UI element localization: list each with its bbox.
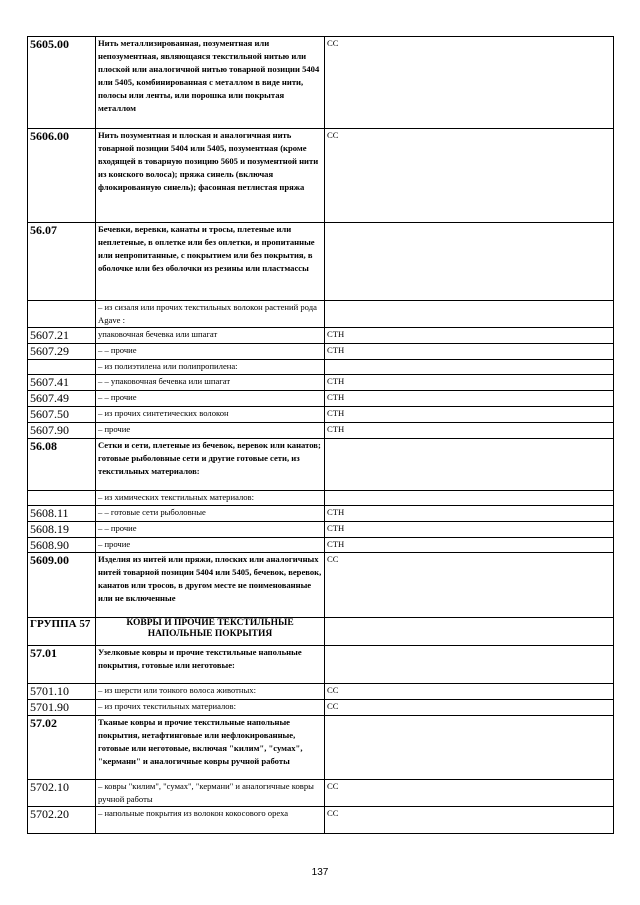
tn-code-cell: 5607.50 [28,407,96,423]
tn-code-cell: 5607.90 [28,423,96,439]
table-row [28,700,614,716]
certification-cell: СС [325,684,614,700]
tn-code-cell: 56.07 [28,223,96,301]
description-cell: Тканые ковры и прочие текстильные напольные покрытия, нетафтинговые или нефлокированные, готовые или неготовые, включая "килим", "сумах", "кермани" и аналогичные ковры ручной работы [96,716,325,780]
certification-cell: СС [325,807,614,834]
tn-code-cell: 5606.00 [28,129,96,223]
certification-cell: СС [325,129,614,223]
description-cell: – прочие [96,423,325,439]
table-row [28,328,614,344]
table-row [28,807,614,834]
tn-code-cell: 57.02 [28,716,96,780]
certification-cell: СТН [325,407,614,423]
table-row [28,375,614,391]
tn-code-cell: 5607.49 [28,391,96,407]
tn-code-cell: 5609.00 [28,553,96,618]
certification-cell: СТН [325,344,614,360]
certification-cell: СТН [325,423,614,439]
tn-code-cell [28,360,96,375]
tn-code-cell: 5607.29 [28,344,96,360]
tn-code-cell [28,491,96,506]
table-row [28,223,614,301]
table-row [28,553,614,618]
table-row [28,491,614,506]
description-cell: – из прочих текстильных материалов: [96,700,325,716]
description-cell: – из полиэтилена или полипропилена: [96,360,325,375]
description-cell: – напольные покрытия из волокон кокосового ореха [96,807,325,834]
certification-cell [325,491,614,506]
certification-cell [325,223,614,301]
description-cell: – – готовые сети рыболовные [96,506,325,522]
table-row [28,301,614,328]
tn-code-cell: 5605.00 [28,37,96,129]
tn-code-cell: 5608.90 [28,538,96,553]
certification-cell [325,646,614,684]
certification-cell: СС [325,37,614,129]
tn-code-cell: 5701.10 [28,684,96,700]
table-row [28,391,614,407]
table-row [28,439,614,491]
description-cell: – ковры "килим", "сумах", "кермани" и аналогичные ковры ручной работы [96,780,325,807]
certification-cell: СТН [325,522,614,538]
tariff-table [27,36,614,834]
table-row [28,407,614,423]
description-cell: упаковочная бечевка или шпагат [96,328,325,344]
tn-code-cell: 56.08 [28,439,96,491]
certification-cell [325,439,614,491]
description-cell: Изделия из нитей или пряжи, плоских или аналогичных нитей товарной позиции 5404 или 5405, бечевок, веревок, канатов или тросов, в другом месте не поименованные или не включенные [96,553,325,618]
certification-cell: СС [325,780,614,807]
description-cell: КОВРЫ И ПРОЧИЕ ТЕКСТИЛЬНЫЕ НАПОЛЬНЫЕ ПОКРЫТИЯ [96,618,325,646]
table-row [28,716,614,780]
tn-code-cell: 5701.90 [28,700,96,716]
certification-cell [325,716,614,780]
tn-code-cell: 5702.10 [28,780,96,807]
table-row [28,538,614,553]
description-cell: – из сизаля или прочих текстильных волокон растений рода Agave : [96,301,325,328]
description-cell: – – упаковочная бечевка или шпагат [96,375,325,391]
description-cell: Узелковые ковры и прочие текстильные напольные покрытия, готовые или неготовые: [96,646,325,684]
tn-code-cell [28,301,96,328]
certification-cell [325,360,614,375]
table-row [28,522,614,538]
description-cell: – из шерсти или тонкого волоса животных: [96,684,325,700]
certification-cell: СТН [325,506,614,522]
tn-code-cell: 5702.20 [28,807,96,834]
tn-code-cell: 5607.41 [28,375,96,391]
certification-cell [325,301,614,328]
certification-cell: СТН [325,538,614,553]
table-row [28,646,614,684]
description-cell: – – прочие [96,391,325,407]
certification-cell [325,618,614,646]
description-cell: Бечевки, веревки, канаты и тросы, плетеные или неплетеные, в оплетке или без оплетки, и пропитанные или непропитанные, с покрытием или без покрытия, в оболочке или без оболочки из резины или пластмассы [96,223,325,301]
certification-cell: СТН [325,328,614,344]
table-row [28,780,614,807]
table-row [28,344,614,360]
table-row [28,129,614,223]
description-cell: Нить металлизированная, позументная или непозументная, являющаяся текстильной нитью или плоской или аналогичной нитью товарной позиции 5404 или 5405, комбинированная с металлом в виде нити, полосы или ленты, или порошка или покрытая металлом [96,37,325,129]
description-cell: Сетки и сети, плетеные из бечевок, веревок или канатов; готовые рыболовные сети и другие готовые сети, из текстильных материалов: [96,439,325,491]
tn-code-cell: 5608.11 [28,506,96,522]
group-heading-row [28,618,614,646]
certification-cell: СС [325,700,614,716]
description-cell: – из химических текстильных материалов: [96,491,325,506]
table-row [28,684,614,700]
table-row [28,360,614,375]
tn-code-cell: 57.01 [28,646,96,684]
description-cell: – – прочие [96,344,325,360]
tariff-table-body [28,37,614,834]
page-number: 137 [311,867,329,878]
description-cell: – прочие [96,538,325,553]
table-row [28,506,614,522]
table-row [28,423,614,439]
tn-code-cell: 5607.21 [28,328,96,344]
certification-cell: СТН [325,391,614,407]
description-cell: – из прочих синтетических волокон [96,407,325,423]
certification-cell: СТН [325,375,614,391]
description-cell: – – прочие [96,522,325,538]
certification-cell: СС [325,553,614,618]
tn-code-cell: ГРУППА 57 [28,618,96,646]
tn-code-cell: 5608.19 [28,522,96,538]
description-cell: Нить позументная и плоская и аналогичная нить товарной позиции 5404 или 5405, позументная (кроме входящей в товарную позицию 5605 и позументной нити из конского волоса); пряжа синель (включая флокированную синель); фасонная петлистая пряжа [96,129,325,223]
table-row [28,37,614,129]
